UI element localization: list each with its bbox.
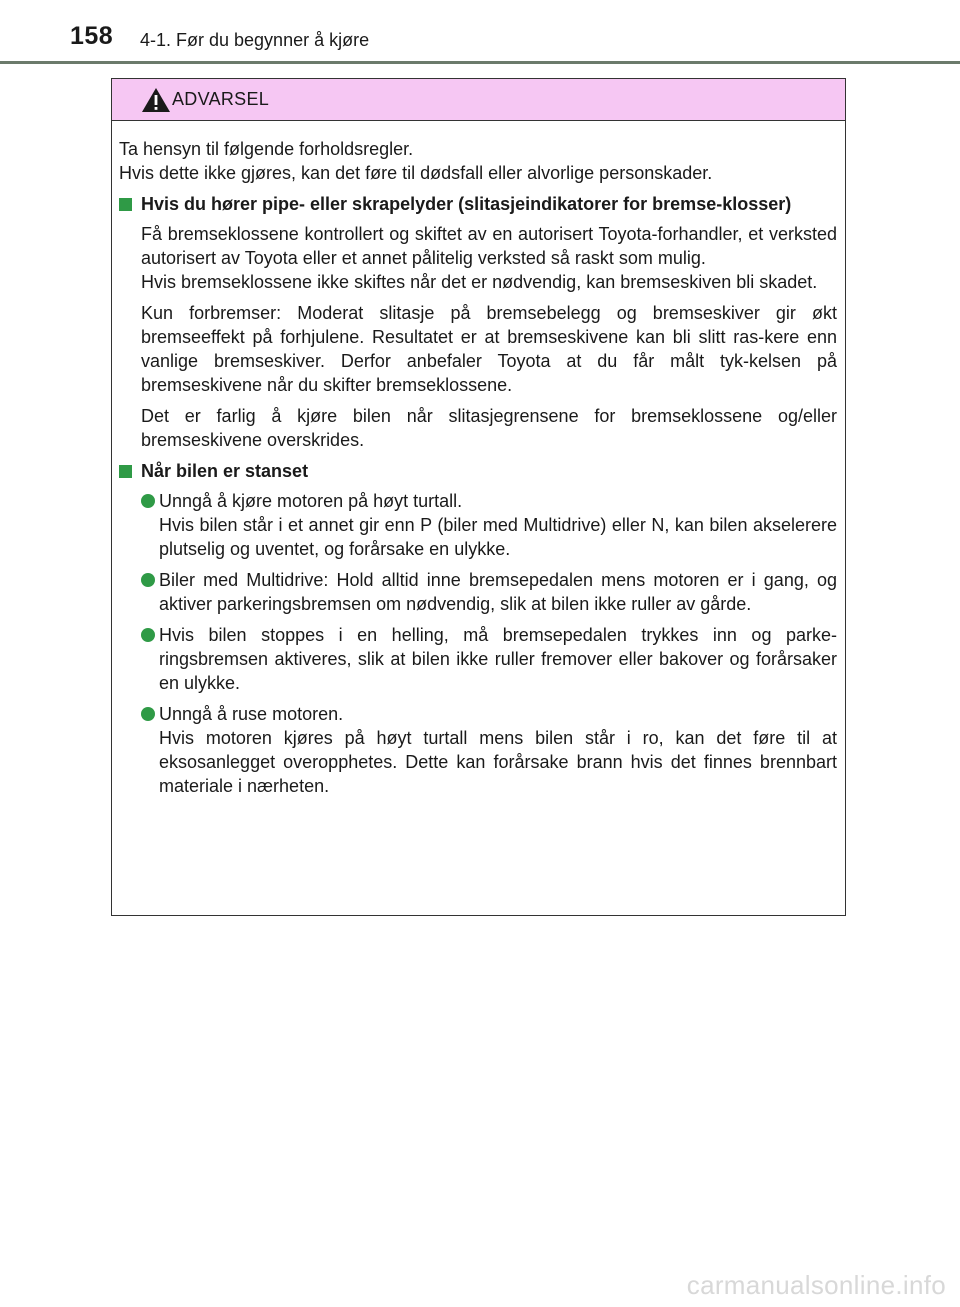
- bullet-line: Hvis motoren kjøres på høyt turtall mens bilen står i ro, kan det føre til at eksosanlegget overopphetes. Dette kan forårsake brann hvis det finnes brennbart materiale i nærheten.: [159, 728, 837, 796]
- warning-header: [112, 79, 845, 121]
- warning-body: [112, 121, 845, 798]
- list-item: [141, 489, 837, 561]
- warning-box: [111, 78, 846, 916]
- list-item: [141, 702, 837, 798]
- section-marker-icon: [119, 198, 132, 211]
- bullet-line: Unngå å ruse motoren.: [159, 704, 344, 724]
- watermark: carmanualsonline.info: [686, 1270, 946, 1300]
- page-number: 158: [70, 22, 114, 50]
- warning-title: ADVARSEL: [172, 89, 270, 109]
- header-divider: [0, 61, 960, 64]
- bullet-line: Biler med Multidrive: Hold alltid inne bremsepedalen mens motoren er i gang, og aktiver parkeringsbremsen om nødvendig, slik at bilen ikke ruller av gårde.: [159, 570, 837, 614]
- section-title: 4-1. Før du begynner å kjøre: [140, 30, 370, 50]
- paragraph-line: Det er farlig å kjøre bilen når slitasjegrensene for bremseklossene og/eller bremseskivene overskrides.: [141, 406, 837, 450]
- bullet-line: Hvis bilen står i et annet gir enn P (biler med Multidrive) eller N, kan bilen akselerere plutselig og uventet, og forårsake en ulykke.: [159, 515, 837, 559]
- paragraph-line: Få bremseklossene kontrollert og skiftet av en autorisert Toyota-forhandler, et verksted autorisert av Toyota eller et annet pålitelig verksted så raskt som mulig.: [141, 224, 837, 268]
- bullet-line: Unngå å kjøre motoren på høyt turtall.: [159, 491, 463, 511]
- paragraph-line: Kun forbremser: Moderat slitasje på bremsebelegg og bremseskiver gir økt bremseeffekt på forhjulene. Resultatet er at bremseskivene kan bli slitt ras-kere enn vanlige bremseskiver. Derfor anbefaler Toyota at du får målt tyk-kelsen på bremseskivene når du skifter bremseklossene.: [141, 303, 837, 395]
- list-item: [141, 623, 837, 695]
- warning-intro: [119, 137, 837, 185]
- bullet-icon: [141, 628, 155, 642]
- bullet-line: Hvis bilen stoppes i en helling, må bremsepedalen trykkes inn og parke-ringsbremsen aktiveres, slik at bilen ikke ruller fremover eller bakover og forårsaker en ulykke.: [159, 625, 837, 693]
- bullet-icon: [141, 494, 155, 508]
- section-heading: Hvis du hører pipe- eller skrapelyder (slitasjeindikatorer for bremse-klosser): [141, 194, 792, 214]
- intro-line: Hvis dette ikke gjøres, kan det føre til dødsfall eller alvorlige personskader.: [119, 163, 713, 183]
- intro-line: Ta hensyn til følgende forholdsregler.: [119, 139, 414, 159]
- section-heading: Når bilen er stanset: [141, 461, 309, 481]
- paragraph: [141, 222, 837, 294]
- bullet-icon: [141, 707, 155, 721]
- section-marker-icon: [119, 465, 132, 478]
- list-item: [141, 568, 837, 616]
- warning-triangle-icon: [141, 87, 171, 113]
- page-header: [0, 0, 960, 64]
- bullet-icon: [141, 573, 155, 587]
- paragraph-line: Hvis bremseklossene ikke skiftes når det er nødvendig, kan bremseskiven bli skadet.: [141, 272, 818, 292]
- section-brake-wear: [119, 192, 837, 452]
- section-vehicle-stopped: [119, 459, 837, 798]
- paragraph: [141, 301, 837, 397]
- paragraph: [141, 404, 837, 452]
